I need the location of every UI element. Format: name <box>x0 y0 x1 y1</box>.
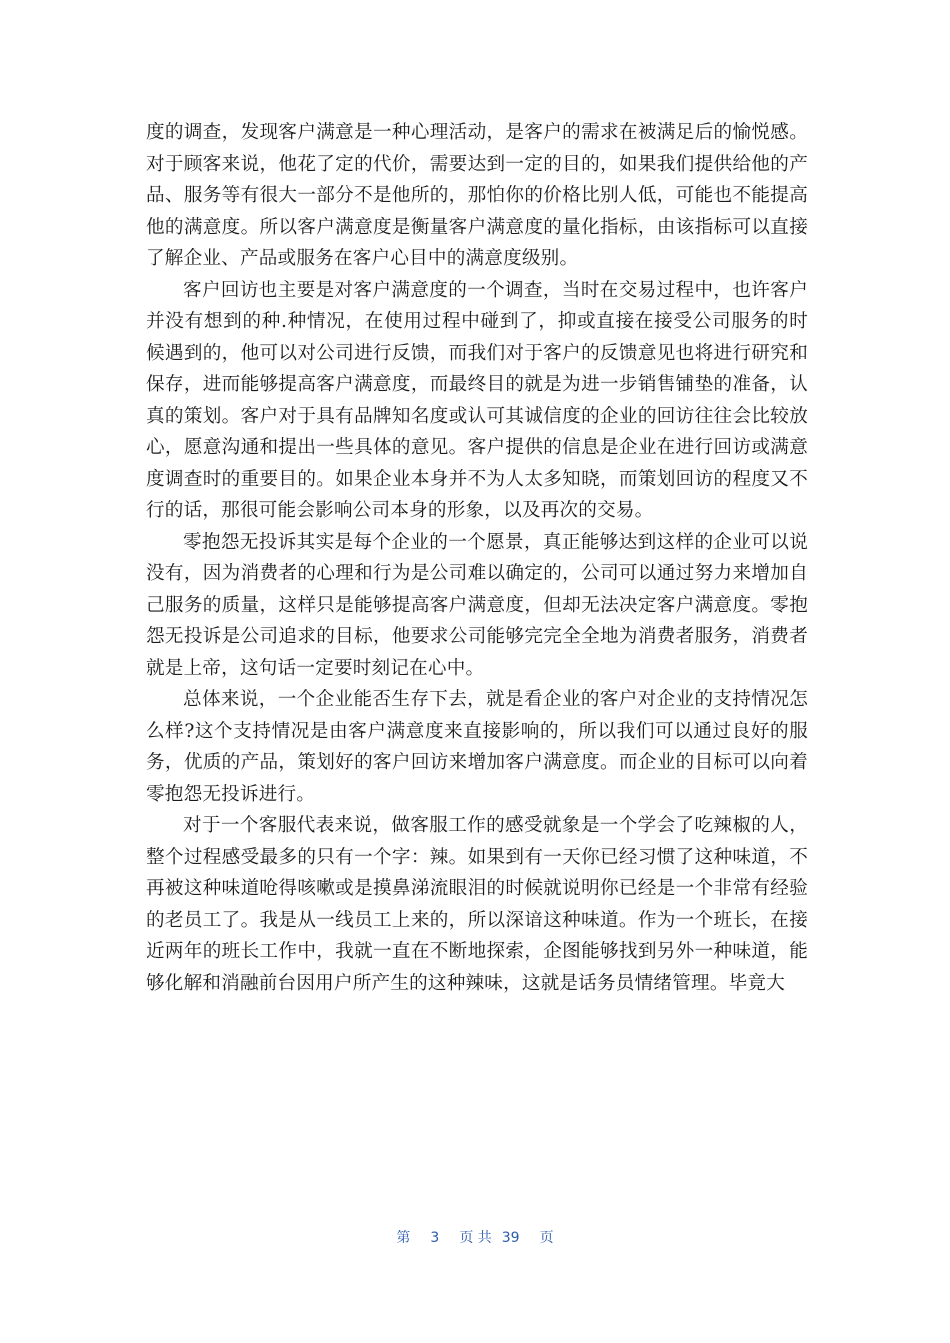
paragraph-4: 总体来说，一个企业能否生存下去，就是看企业的客户对企业的支持情况怎么样?这个支持情况是由客户满意度来直接影响的，所以我们可以通过良好的服务，优质的产品，策划好的客户回访来增加客户满意度。而企业的目标可以向着零抱怨无投诉进行。 <box>146 689 808 805</box>
paragraph-3: 零抱怨无投诉其实是每个企业的一个愿景，真正能够达到这样的企业可以说没有，因为消费者的心理和行为是公司难以确定的，公司可以通过努力来增加自己服务的质量，这样只是能够提高客户满意度，但却无法决定客户满意度。零抱怨无投诉是公司追求的目标，他要求公司能够完完全全地为消费者服务，消费者就是上帝，这句话一定要时刻记在心中。 <box>146 531 808 679</box>
document-body <box>146 117 808 999</box>
paragraph-1: 度的调查，发现客户满意是一种心理活动，是客户的需求在被满足后的愉悦感。对于顾客来说，他花了定的代价，需要达到一定的目的，如果我们提供给他的产品、服务等有很大一部分不是他所的，那怕你的价格比别人低，可能也不能提高他的满意度。所以客户满意度是衡量客户满意度的量化指标，由该指标可以直接了解企业、产品或服务在客户心目中的满意度级别。 <box>146 122 808 269</box>
paragraph-5: 对于一个客服代表来说，做客服工作的感受就象是一个学会了吃辣椒的人，整个过程感受最多的只有一个字：辣。如果到有一天你已经习惯了这种味道，不再被这种味道呛得咳嗽或是摸鼻涕流眼泪的时候就说明你已经是一个非常有经验的老员工了。我是从一线员工上来的，所以深谙这种味道。作为一个班长，在接近两年的班长工作中，我就一直在不断地探索，企图能够找到另外一种味道，能够化解和消融前台因用户所产生的这种辣味，这就是话务员情绪管理。毕竟大 <box>146 815 808 994</box>
total-pages-number: 39 <box>501 1230 520 1246</box>
current-page-number: 3 <box>430 1230 440 1246</box>
page-label-middle: 页 共 <box>459 1230 492 1246</box>
paragraph-2: 客户回访也主要是对客户满意度的一个调查，当时在交易过程中，也许客户并没有想到的种.种情况，在使用过程中碰到了，抑或直接在接受公司服务的时候遇到的，他可以对公司进行反馈，而我们对于客户的反馈意见也将进行研究和保存，进而能够提高客户满意度，而最终目的就是为进一步销售铺垫的准备，认真的策划。客户对于具有品牌知名度或认可其诚信度的企业的回访往往会比较放心，愿意沟通和提出一些具体的意见。客户提供的信息是企业在进行回访或满意度调查时的重要目的。如果企业本身并不为人太多知晓，而策划回访的程度又不行的话，那很可能会影响公司本身的形象，以及再次的交易。 <box>146 279 808 521</box>
page-footer <box>0 1227 950 1247</box>
page-label-prefix: 第 <box>396 1230 411 1246</box>
page-label-suffix: 页 <box>539 1230 554 1246</box>
